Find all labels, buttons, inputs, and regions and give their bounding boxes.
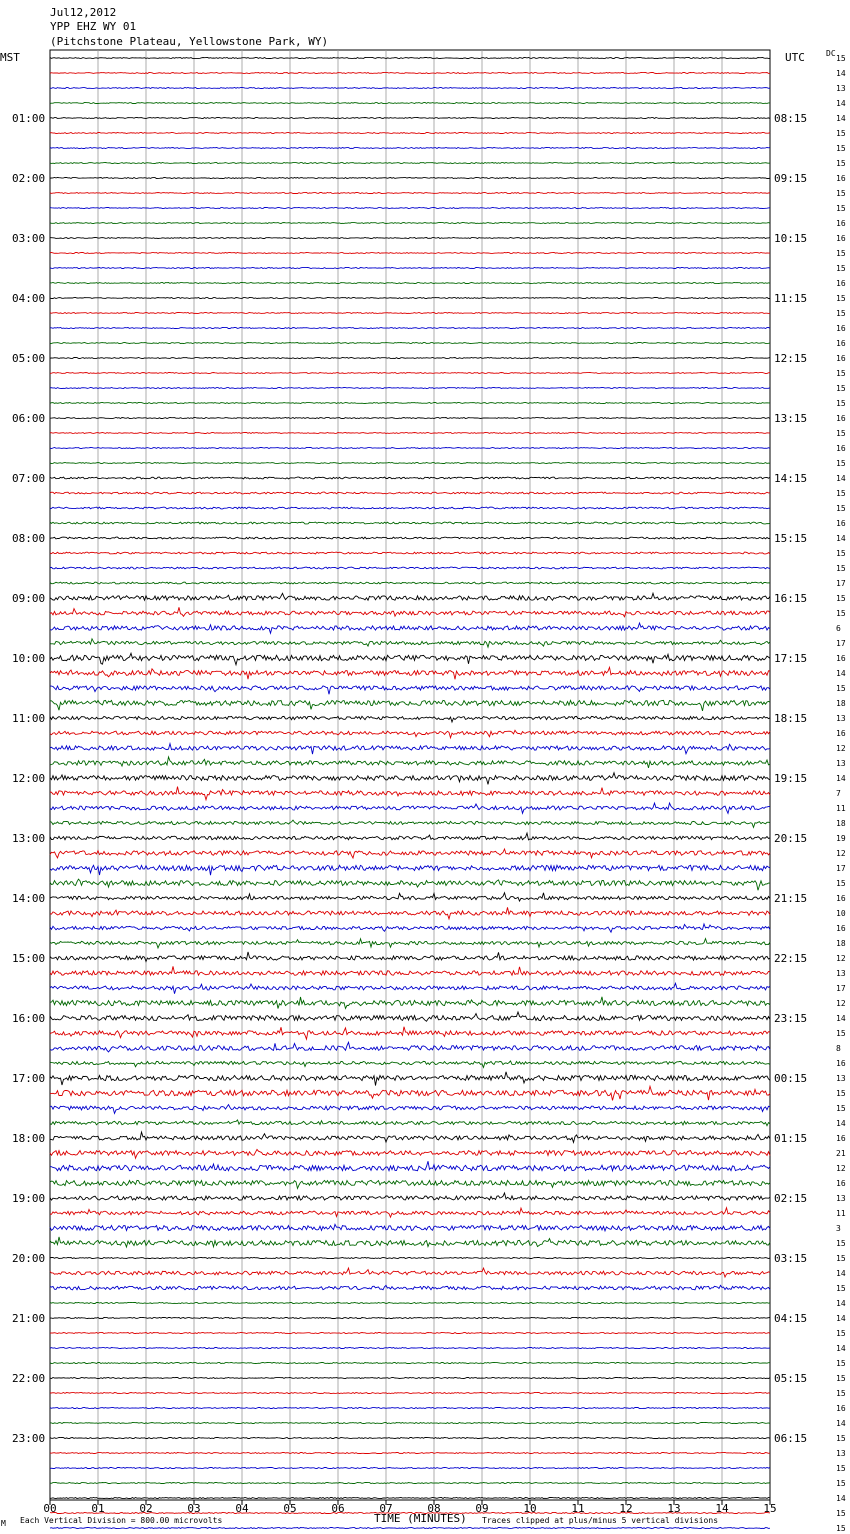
trace-line: [50, 283, 770, 284]
mst-hour-label: 04:00: [12, 292, 46, 305]
trace-line: [50, 653, 770, 664]
dc-offset-label: 14: [836, 474, 846, 483]
utc-hour-label: 18:15: [774, 712, 808, 725]
dc-offset-label: 21: [836, 1149, 846, 1158]
dc-offset-label: 16: [836, 894, 846, 903]
trace-line: [50, 537, 770, 539]
trace-line: [50, 1193, 770, 1200]
trace-line: [50, 686, 770, 694]
dc-offset-label: 14: [836, 1419, 846, 1428]
trace-line: [50, 103, 770, 104]
chart-location: (Pitchstone Plateau, Yellowstone Park, WY): [50, 35, 329, 48]
trace-line: [50, 744, 770, 755]
footer-clip: Traces clipped at plus/minus 5 vertical divisions: [482, 1516, 719, 1525]
dc-offset-label: 16: [836, 234, 846, 243]
trace-line: [50, 477, 770, 479]
utc-hour-label: 10:15: [774, 232, 808, 245]
dc-offset-label: 15: [836, 1374, 846, 1383]
x-tick-label: 00: [43, 1502, 57, 1515]
dc-offset-label: 15: [836, 1509, 846, 1518]
dc-offset-label: 14: [836, 99, 846, 108]
trace-line: [50, 593, 770, 600]
trace-line: [50, 1237, 770, 1247]
dc-offset-label: 14: [836, 669, 846, 678]
dc-offset-label: 15: [836, 549, 846, 558]
x-axis-title: TIME (MINUTES): [374, 1512, 467, 1525]
dc-offset-label: 14: [836, 1014, 846, 1023]
trace-line: [50, 716, 770, 722]
trace-line: [50, 1348, 770, 1349]
utc-hour-label: 21:15: [774, 892, 808, 905]
trace-line: [50, 328, 770, 329]
trace-line: [50, 133, 770, 134]
dc-offset-label: 15: [836, 264, 846, 273]
utc-hour-label: 22:15: [774, 952, 808, 965]
seismic-traces: [50, 58, 770, 1534]
trace-line: [50, 1498, 770, 1499]
trace-line: [50, 1105, 770, 1114]
trace-line: [50, 1027, 770, 1040]
trace-line: [50, 1318, 770, 1319]
x-tick-label: 09: [475, 1502, 489, 1515]
trace-line: [50, 730, 770, 738]
dc-offset-label: 17: [836, 639, 846, 648]
x-tick-label: 02: [139, 1502, 153, 1515]
dc-offset-label: 15: [836, 1089, 846, 1098]
utc-hour-label: 03:15: [774, 1252, 808, 1265]
trace-line: [50, 388, 770, 389]
dc-offset-label: 14: [836, 114, 846, 123]
trace-line: [50, 1208, 770, 1218]
trace-line: [50, 88, 770, 89]
dc-offset-label: 13: [836, 1194, 846, 1203]
mst-hour-label: 20:00: [12, 1252, 46, 1265]
dc-offset-label: 16: [836, 279, 846, 288]
dc-offset-label: 16: [836, 519, 846, 528]
mst-hour-label: 11:00: [12, 712, 46, 725]
utc-hour-label: 13:15: [774, 412, 808, 425]
dc-offset-label: 16: [836, 1404, 846, 1413]
dc-offset-label: 14: [836, 1119, 846, 1128]
mst-hour-label: 10:00: [12, 652, 46, 665]
left-zone-label: MST: [0, 51, 20, 64]
dc-offset-label: 15: [836, 684, 846, 693]
trace-line: [50, 298, 770, 299]
trace-line: [50, 403, 770, 404]
mst-hour-label: 02:00: [12, 172, 46, 185]
trace-line: [50, 373, 770, 374]
x-tick-label: 05: [283, 1502, 297, 1515]
dc-offset-label: 15: [836, 1254, 846, 1263]
trace-line: [50, 773, 770, 785]
dc-offset-label: 10: [836, 909, 846, 918]
utc-hour-label: 04:15: [774, 1312, 808, 1325]
trace-line: [50, 1149, 770, 1158]
x-tick-label: 13: [667, 1502, 681, 1515]
trace-line: [50, 567, 770, 569]
trace-line: [50, 1285, 770, 1289]
trace-line: [50, 463, 770, 464]
dc-offset-label: 15: [836, 1389, 846, 1398]
trace-line: [50, 1303, 770, 1304]
dc-offset-label: 16: [836, 219, 846, 228]
mst-hour-label: 07:00: [12, 472, 46, 485]
trace-line: [50, 253, 770, 254]
trace-line: [50, 163, 770, 164]
dc-offset-label: 16: [836, 1059, 846, 1068]
trace-line: [50, 193, 770, 194]
trace-line: [50, 73, 770, 74]
dc-offset-label: 12: [836, 744, 846, 753]
trace-line: [50, 418, 770, 419]
dc-offset-label: 16: [836, 354, 846, 363]
dc-offset-label: 16: [836, 924, 846, 933]
trace-line: [50, 1268, 770, 1277]
trace-line: [50, 1528, 770, 1529]
trace-line: [50, 1072, 770, 1086]
trace-line: [50, 552, 770, 554]
trace-line: [50, 208, 770, 209]
x-tick-label: 07: [379, 1502, 393, 1515]
x-tick-label: 15: [763, 1502, 777, 1515]
trace-line: [50, 358, 770, 359]
trace-line: [50, 924, 770, 932]
dc-offset-label: 15: [836, 879, 846, 888]
utc-hour-label: 16:15: [774, 592, 808, 605]
utc-hour-label: 11:15: [774, 292, 808, 305]
utc-hour-label: 08:15: [774, 112, 808, 125]
dc-offset-label: 14: [836, 1269, 846, 1278]
dc-offset-label: 15: [836, 1239, 846, 1248]
dc-offset-label: 19: [836, 834, 846, 843]
dc-offset-label: 15: [836, 594, 846, 603]
dc-offset-label: 15: [836, 159, 846, 168]
dc-offset-label: 15: [836, 249, 846, 258]
dc-offset-label: 16: [836, 324, 846, 333]
utc-hour-label: 12:15: [774, 352, 808, 365]
dc-offset-label: 7: [836, 789, 841, 798]
dc-offset-label: 6: [836, 624, 841, 633]
trace-line: [50, 952, 770, 962]
dc-offset-label: 13: [836, 1074, 846, 1083]
dc-offset-label: 15: [836, 384, 846, 393]
utc-hour-label: 20:15: [774, 832, 808, 845]
dc-offset-label: 11: [836, 804, 846, 813]
utc-hour-label: 17:15: [774, 652, 808, 665]
mst-hour-label: 13:00: [12, 832, 46, 845]
dc-offset-label: 16: [836, 444, 846, 453]
mst-hour-label: 17:00: [12, 1072, 46, 1085]
trace-line: [50, 1393, 770, 1394]
dc-offset-label: 12: [836, 999, 846, 1008]
x-tick-label: 01: [91, 1502, 105, 1515]
trace-line: [50, 1120, 770, 1126]
dc-offset-label: 13: [836, 969, 846, 978]
x-tick-label: 11: [571, 1502, 585, 1515]
dc-offset-label: 15: [836, 1434, 846, 1443]
dc-offset-label: 15: [836, 399, 846, 408]
trace-line: [50, 1453, 770, 1454]
dc-offset-label: 13: [836, 759, 846, 768]
trace-line: [50, 1408, 770, 1409]
mst-hour-label: 19:00: [12, 1192, 46, 1205]
dc-offset-label: 15: [836, 204, 846, 213]
dc-offset-label: 15: [836, 489, 846, 498]
trace-line: [50, 983, 770, 993]
dc-offset-label: 16: [836, 654, 846, 663]
trace-line: [50, 1086, 770, 1100]
dc-offset-label: 14: [836, 1494, 846, 1503]
dc-offset-label: 17: [836, 579, 846, 588]
dc-offset-label: 15: [836, 54, 846, 63]
dc-offset-label: 18: [836, 819, 846, 828]
dc-offset-label: 13: [836, 714, 846, 723]
mst-hour-label: 03:00: [12, 232, 46, 245]
dc-offset-label: 15: [836, 459, 846, 468]
dc-offset-label: 14: [836, 1314, 846, 1323]
utc-hour-label: 09:15: [774, 172, 808, 185]
trace-line: [50, 1468, 770, 1469]
trace-line: [50, 1378, 770, 1379]
dc-offset-label: 15: [836, 1464, 846, 1473]
dc-offset-label: 15: [836, 1029, 846, 1038]
dc-offset-label: 16: [836, 174, 846, 183]
trace-line: [50, 966, 770, 975]
dc-offset-label: 15: [836, 609, 846, 618]
dc-offset-label: 15: [836, 129, 846, 138]
trace-line: [50, 1438, 770, 1439]
x-tick-label: 14: [715, 1502, 729, 1515]
trace-line: [50, 433, 770, 434]
utc-hour-label: 00:15: [774, 1072, 808, 1085]
trace-line: [50, 757, 770, 768]
trace-line: [50, 787, 770, 800]
mst-hour-label: 16:00: [12, 1012, 46, 1025]
utc-hour-label: 06:15: [774, 1432, 808, 1445]
trace-line: [50, 118, 770, 119]
trace-line: [50, 623, 770, 633]
trace-line: [50, 148, 770, 149]
trace-line: [50, 448, 770, 449]
dc-offset-label: 12: [836, 849, 846, 858]
dc-offset-label: 18: [836, 699, 846, 708]
trace-line: [50, 1180, 770, 1188]
trace-line: [50, 1333, 770, 1334]
right-zone-label: UTC: [785, 51, 805, 64]
dc-offset-label: 12: [836, 1164, 846, 1173]
mst-hour-label: 01:00: [12, 112, 46, 125]
utc-hour-label: 01:15: [774, 1132, 808, 1145]
mst-hour-label: 22:00: [12, 1372, 46, 1385]
dc-offset-label: 16: [836, 414, 846, 423]
corner-mark: M: [1, 1519, 6, 1528]
utc-hour-label: 23:15: [774, 1012, 808, 1025]
trace-line: [50, 607, 770, 617]
mst-hour-label: 12:00: [12, 772, 46, 785]
dc-offset-label: 8: [836, 1044, 841, 1053]
dc-offset-label: 15: [836, 1359, 846, 1368]
dc-offset-label: 3: [836, 1224, 841, 1233]
dc-offset-label: 17: [836, 864, 846, 873]
trace-line: [50, 879, 770, 890]
dc-offset-label: 14: [836, 774, 846, 783]
trace-line: [50, 1363, 770, 1364]
dc-offset-label: 14: [836, 534, 846, 543]
mst-hour-label: 06:00: [12, 412, 46, 425]
dc-offset-label: 15: [836, 1524, 846, 1533]
trace-line: [50, 582, 770, 584]
dc-offset-label: 14: [836, 1344, 846, 1353]
dc-offset-label: 15: [836, 504, 846, 513]
dc-offset-label: 15: [836, 294, 846, 303]
mst-hour-label: 18:00: [12, 1132, 46, 1145]
mst-hour-label: 08:00: [12, 532, 46, 545]
trace-line: [50, 313, 770, 314]
dc-offset-label: 14: [836, 1299, 846, 1308]
dc-offset-label: 18: [836, 939, 846, 948]
x-tick-label: 06: [331, 1502, 345, 1515]
trace-line: [50, 1483, 770, 1484]
dc-offset-label: 15: [836, 1284, 846, 1293]
dc-offset-label: 16: [836, 339, 846, 348]
dc-offset-label: 15: [836, 1329, 846, 1338]
trace-line: [50, 1423, 770, 1424]
dc-offset-label: 15: [836, 369, 846, 378]
trace-line: [50, 178, 770, 179]
trace-line: [50, 1161, 770, 1171]
dc-offset-label: 13: [836, 84, 846, 93]
chart-date: Jul12,2012: [50, 6, 117, 19]
trace-line: [50, 893, 770, 901]
mst-hour-label: 05:00: [12, 352, 46, 365]
utc-hour-label: 19:15: [774, 772, 808, 785]
trace-line: [50, 700, 770, 711]
dc-offset-label: 17: [836, 984, 846, 993]
trace-line: [50, 639, 770, 647]
trace-line: [50, 1132, 770, 1142]
mst-hour-label: 14:00: [12, 892, 46, 905]
dc-offset-label: 15: [836, 309, 846, 318]
trace-line: [50, 833, 770, 840]
mst-hour-label: 15:00: [12, 952, 46, 965]
trace-line: [50, 1012, 770, 1021]
trace-line: [50, 667, 770, 679]
x-tick-label: 10: [523, 1502, 537, 1515]
dc-offset-label: 16: [836, 729, 846, 738]
trace-line: [50, 997, 770, 1009]
dc-offset-label: 15: [836, 144, 846, 153]
trace-line: [50, 803, 770, 813]
dc-offset-label: 16: [836, 1179, 846, 1188]
dc-offset-label: 16: [836, 1134, 846, 1143]
trace-line: [50, 238, 770, 239]
x-tick-label: 08: [427, 1502, 441, 1515]
mst-hour-label: 21:00: [12, 1312, 46, 1325]
dc-offset-label: 15: [836, 429, 846, 438]
trace-line: [50, 939, 770, 948]
trace-line: [50, 58, 770, 59]
trace-line: [50, 1258, 770, 1259]
utc-hour-label: 15:15: [774, 532, 808, 545]
trace-line: [50, 522, 770, 524]
dc-offset-label: 14: [836, 69, 846, 78]
utc-hour-label: 02:15: [774, 1192, 808, 1205]
trace-line: [50, 223, 770, 224]
utc-hour-label: 05:15: [774, 1372, 808, 1385]
trace-line: [50, 1042, 770, 1052]
trace-line: [50, 1061, 770, 1068]
trace-line: [50, 865, 770, 875]
trace-line: [50, 343, 770, 344]
utc-hour-label: 14:15: [774, 472, 808, 485]
x-tick-label: 03: [187, 1502, 201, 1515]
dc-offset-label: 11: [836, 1209, 846, 1218]
trace-line: [50, 849, 770, 858]
mst-hour-label: 09:00: [12, 592, 46, 605]
footer-scale: Each Vertical Division = 800.00 microvolts: [20, 1516, 223, 1525]
trace-line: [50, 907, 770, 919]
chart-station: YPP EHZ WY 01: [50, 20, 137, 33]
dc-header-label: DC: [826, 49, 836, 58]
trace-line: [50, 268, 770, 269]
dc-offset-label: 15: [836, 1104, 846, 1113]
dc-offset-label: 15: [836, 189, 846, 198]
dc-offset-label: 15: [836, 564, 846, 573]
x-tick-label: 04: [235, 1502, 249, 1515]
trace-line: [50, 820, 770, 827]
mst-hour-label: 23:00: [12, 1432, 46, 1445]
dc-offset-label: 12: [836, 954, 846, 963]
dc-offset-label: 13: [836, 1449, 846, 1458]
trace-line: [50, 492, 770, 494]
dc-offset-label: 15: [836, 1479, 846, 1488]
x-tick-label: 12: [619, 1502, 633, 1515]
trace-line: [50, 1224, 770, 1231]
trace-line: [50, 507, 770, 509]
